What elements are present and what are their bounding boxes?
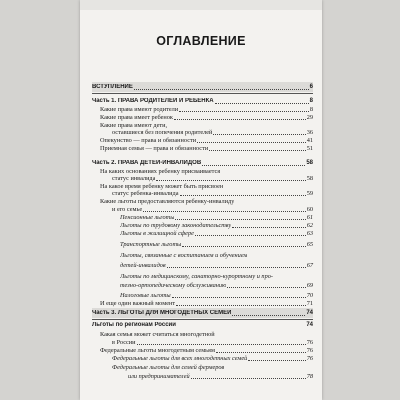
- toc-entry: или предпринимателей 78: [128, 373, 313, 380]
- toc-entry: оставшиеся без попечения родителей 36: [112, 129, 313, 136]
- toc-entry-part3: Часть 3. ЛЬГОТЫ ДЛЯ МНОГОДЕТНЫХ СЕМЕЙ 74: [92, 310, 313, 316]
- toc-entry-intro: ВСТУПЛЕНИЕ 6: [92, 84, 313, 90]
- toc-entry: в России 76: [112, 339, 313, 346]
- toc-entry: Льготы по регионам России 74: [92, 322, 313, 328]
- book-page: [80, 0, 322, 400]
- toc-entry: На каких основаниях ребенку присваивается: [100, 168, 221, 175]
- toc-entry: и его семье 60: [112, 206, 313, 213]
- toc-entry: Федеральные льготы для всех многодетных семей 76: [112, 355, 313, 362]
- toc-entry: Приемная семья — права и обязанности 51: [100, 145, 313, 152]
- toc-entry: статус ребенка-инвалида 59: [112, 190, 313, 197]
- toc-entry: Льготы, связанные с воспитанием и обучением: [120, 252, 248, 259]
- toc-entry: Какая семья может считаться многодетной: [100, 331, 215, 338]
- section-rule: [92, 319, 313, 320]
- toc-entry: Пенсионные льготы 61: [120, 214, 313, 221]
- section-rule: [92, 93, 313, 94]
- toc-entry: Какие права имеют дети,: [100, 122, 168, 129]
- toc-entry: Льготы по медицинскому, санаторно-курортному и про-: [120, 273, 273, 280]
- toc-entry: Федеральные льготы для семей фермеров: [112, 364, 225, 371]
- toc-entry: Опекунство — права и обязанности 41: [100, 137, 313, 144]
- toc-entry: тезно-ортопедическому обслуживанию 69: [120, 282, 313, 289]
- toc-entry: Льготы по трудовому законодательству 62: [120, 222, 313, 229]
- toc-entry: Транспортные льготы 65: [120, 241, 313, 248]
- toc-entry: И еще один важный момент 71: [100, 300, 313, 307]
- toc-entry: Какие права имеет ребенок 29: [100, 114, 313, 121]
- toc-entry: Льготы в жилищной сфере 63: [120, 230, 313, 237]
- toc-entry-part1: Часть 1. ПРАВА РОДИТЕЛЕЙ И РЕБЕНКА 8: [92, 98, 313, 104]
- toc-entry-part2: Часть 2. ПРАВА ДЕТЕЙ-ИНВАЛИДОВ 58: [92, 160, 313, 166]
- toc-entry: детей-инвалидов 67: [120, 262, 313, 269]
- toc-entry: Какие права имеют родители 8: [100, 106, 313, 113]
- toc-entry: На какое время ребенку может быть присвоен: [100, 183, 224, 190]
- page-top-strip: [80, 0, 322, 10]
- page-title: ОГЛАВЛЕНИЕ: [156, 34, 246, 48]
- toc-entry: Налоговые льготы 70: [120, 292, 313, 299]
- toc-entry: Федеральные льготы многодетным семьям 76: [100, 347, 313, 354]
- toc-entry: Какие льготы предоставляются ребенку-инвалиду: [100, 198, 235, 205]
- toc-entry: статус инвалида 58: [112, 175, 313, 182]
